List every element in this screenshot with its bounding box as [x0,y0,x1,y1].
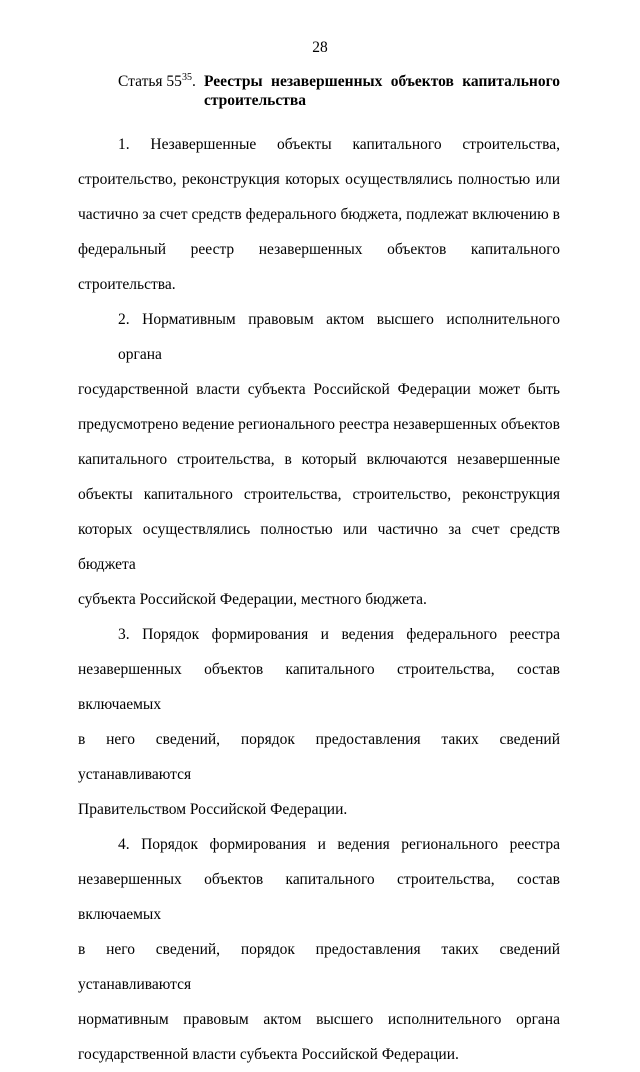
paragraph-3 [78,617,560,827]
page-number: 28 [312,39,328,56]
article-body [78,127,560,1072]
paragraph-line: объекты капитального строительства, строительство, реконструкция [78,486,560,503]
paragraph-line: строительство, реконструкция которых осуществлялись полностью или [78,171,560,188]
paragraph-line: предусмотрено ведение регионального реестра незавершенных объектов [78,416,560,433]
article-heading [118,72,560,110]
article-title-line-2: строительства [204,92,306,109]
article-title [204,72,560,110]
paragraph-line: в него сведений, порядок предоставления таких сведений устанавливаются [78,941,560,993]
paragraph-line: 2. Нормативным правовым актом высшего исполнительного органа [118,311,560,363]
paragraph-line: нормативным правовым актом высшего исполнительного органа [78,1011,560,1028]
article-title-line-1: Реестры незавершенных объектов капитального [204,73,560,90]
article-superscript: 35 [181,72,192,83]
paragraph-line: 4. Порядок формирования и ведения регионального реестра [118,836,560,853]
paragraph-2 [78,302,560,617]
paragraph-4 [78,827,560,1072]
paragraph-line: 3. Порядок формирования и ведения федерального реестра [118,626,560,643]
paragraph-line: которых осуществлялись полностью или частично за счет средств бюджета [78,521,560,573]
paragraph-line: государственной власти субъекта Российской Федерации. [78,1046,459,1063]
paragraph-line: частично за счет средств федерального бюджета, подлежат включению в [78,206,560,223]
paragraph-line: федеральный реестр незавершенных объектов капитального строительства. [78,241,560,293]
paragraph-line: 1. Незавершенные объекты капитального строительства, [118,136,560,153]
article-number: Статья 55 [118,73,182,90]
paragraph-line: незавершенных объектов капитального строительства, состав включаемых [78,661,560,713]
article-label-dot: . [191,73,196,90]
paragraph-line: субъекта Российской Федерации, местного бюджета. [78,591,427,608]
article-label [118,72,204,110]
paragraph-1 [78,127,560,302]
paragraph-line: в него сведений, порядок предоставления таких сведений устанавливаются [78,731,560,783]
paragraph-line: Правительством Российской Федерации. [78,801,348,818]
paragraph-line: государственной власти субъекта Российской Федерации может быть [78,381,560,398]
paragraph-line: капитального строительства, в который включаются незавершенные [78,451,560,468]
paragraph-line: незавершенных объектов капитального строительства, состав включаемых [78,871,560,923]
